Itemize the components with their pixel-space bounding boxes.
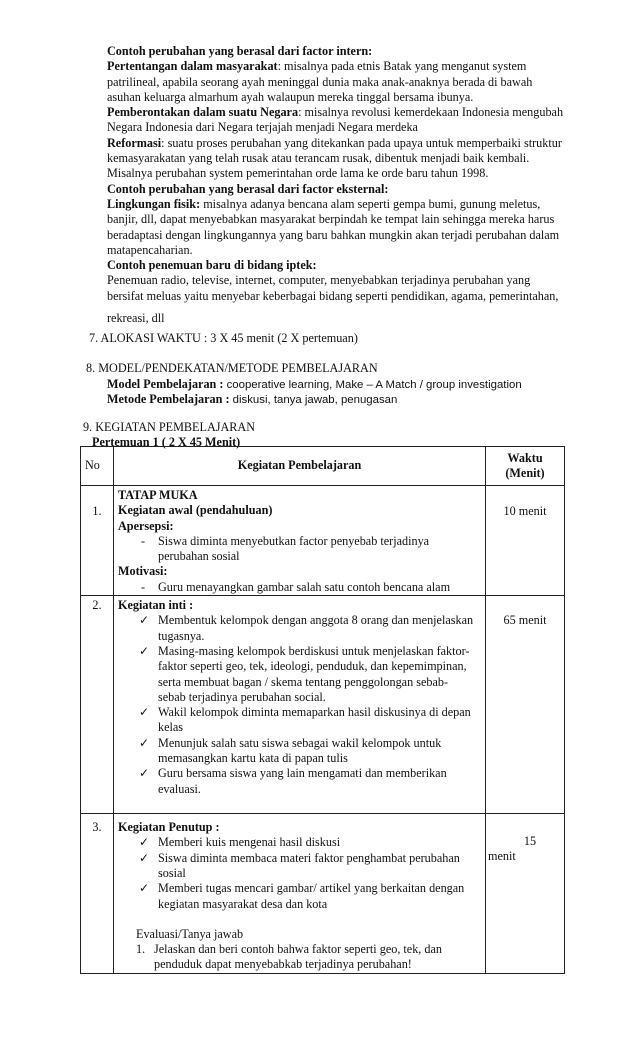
row1-motivasi: Motivasi: [118,564,168,579]
list-item [118,644,479,659]
row1-apersepsi: Apersepsi: [118,518,174,533]
model-value: cooperative learning, Make – A Match / group investigation [223,379,522,391]
paragraph-pemberontakan-l2: Negara Indonesia dari Negara terjajah menjadi Negara merdeka [107,120,418,135]
row2-waktu: 65 menit [486,596,565,814]
check-icon: ✓ [139,850,150,865]
dash-icon: - [141,579,146,594]
row3-waktu-l2: menit [488,849,516,864]
dash-icon: - [141,533,146,548]
paragraph-pertentangan-l1 [107,59,562,74]
check-icon: ✓ [139,766,150,781]
text-lingkungan-l1: misalnya adanya bencana alam seperti gempa bumi, gunung meletus, [200,196,541,211]
list-item [118,705,479,720]
paragraph-pemberontakan-l1 [107,105,562,120]
check-icon: ✓ [139,835,150,850]
row1-tatap-muka: TATAP MUKA [118,488,198,502]
row3-b3-l2: kegiatan masyarakat desa dan kota [158,896,328,911]
row1-no: 1. [81,486,114,596]
row3-q1-l1: Jelaskan dan beri contoh bahwa faktor seperti geo, tek, dan [154,942,442,957]
metode-value: diskusi, tanya jawab, penugasan [229,394,398,406]
list-item [118,534,479,549]
header-waktu-l1: Waktu [507,450,543,465]
check-icon: ✓ [139,881,150,896]
row3-kegiatan-penutup: Kegiatan Penutup : [118,820,220,835]
row1-content [114,486,486,596]
kegiatan-table [80,446,565,974]
check-icon: ✓ [139,613,150,628]
paragraph-reformasi-l1 [107,136,562,151]
row3-waktu [486,814,565,974]
row3-b1: Memberi kuis mengenai hasil diskusi [158,835,341,850]
row2-content [114,596,486,814]
row2-b5-l1: Guru bersama siswa yang lain mengamati dan memberikan [158,766,447,781]
table-header-row [81,447,565,486]
row2-kegiatan-inti: Kegiatan inti : [118,598,194,613]
paragraph-lingkungan-l1 [107,197,562,212]
row1-apersepsi-item-l2: perubahan sosial [158,549,240,564]
table-row [81,486,565,596]
row2-b3-l2: kelas [158,720,184,735]
row3-waktu-l1: 15 [523,834,537,849]
list-item [118,942,479,973]
paragraph-iptek-l1: Penemuan radio, televise, internet, computer, menyebabkan terjadinya perubahan yang [107,273,531,288]
list-item [118,851,479,866]
text-pertentangan-l1: : misalnya pada etnis Batak yang menganut system [277,59,527,74]
list-item [118,766,479,781]
metode-label: Metode Pembelajaran : [107,392,230,406]
section-alokasi-waktu: 7. ALOKASI WAKTU : 3 X 45 menit (2 X pertemuan) [89,331,358,345]
row2-b2-l4: sebab terjadinya perubahan social. [158,689,326,704]
row2-no: 2. [81,596,114,814]
table-row [81,596,565,814]
row3-evaluasi: Evaluasi/Tanya jawab [136,926,244,941]
list-item [118,613,479,628]
spacer [118,912,479,927]
text-reformasi-l1: : suatu proses perubahan yang ditekankan pada upaya untuk memperbaiki struktur [161,135,562,150]
check-icon: ✓ [139,705,150,720]
row1-waktu: 10 menit [486,486,565,596]
list-item [118,881,479,896]
row3-content [114,814,486,974]
row2-b1-l1: Membentuk kelompok dengan anggota 8 orang dan menjelaskan [158,613,474,628]
row2-b2-l2: faktor seperti geo, tek, ideologi, penduduk, dan kepemimpinan, [158,659,467,674]
row2-b2-l3: serta membuat bagan / skema tentang penggolongan sebab- [158,674,449,689]
header-kegiatan: Kegiatan Pembelajaran [114,447,486,486]
row3-b2-l1: Siswa diminta membaca materi faktor penghambat perubahan [158,850,460,865]
row2-b4-l1: Menunjuk salah satu siswa sebagai wakil kelompok untuk [158,735,442,750]
heading-iptek: Contoh penemuan baru di bidang iptek: [107,258,317,273]
row3-b2-l2: sosial [158,865,186,880]
row3-no: 3. [81,814,114,974]
row3-b3-l1: Memberi tugas mencari gambar/ artikel yang berkaitan dengan [158,881,465,896]
row1-motivasi-item: Guru menayangkan gambar salah satu contoh bencana alam [158,579,451,594]
term-pertentangan: Pertentangan dalam masyarakat [107,59,278,74]
list-item [118,580,479,595]
metode-pembelajaran-line [107,392,397,408]
header-waktu-l2: (Menit) [505,466,545,480]
model-pembelajaran-line [107,377,522,393]
model-label: Model Pembelajaran : [107,377,224,391]
row1-kegiatan-awal: Kegiatan awal (pendahuluan) [118,503,273,518]
paragraph-pertentangan-l3: asuhan keluarga almarhum ayah walaupun mereka tinggal bersama ibunya. [107,89,474,104]
heading-factor-intern: Contoh perubahan yang berasal dari factor intern: [107,44,373,58]
section-model-heading: 8. MODEL/PENDEKATAN/METODE PEMBELAJARAN [86,361,378,375]
header-waktu [486,447,565,486]
q1-number: 1. [136,942,146,957]
row3-q1 [136,942,479,957]
paragraph-reformasi-l2: kemasyarakatan yang telah rusak atau terancam rusak, dibentuk menjadi baik kembali. [107,151,530,166]
term-reformasi: Reformasi [107,135,162,150]
check-icon: ✓ [139,643,150,658]
row3-q1-l2: penduduk dapat menyebabkab terjadinya perubahan! [154,957,412,972]
section-kegiatan-subheading: Pertemuan 1 ( 2 X 45 Menit) [92,435,241,449]
list-item [118,736,479,751]
paragraph-lingkungan-l2: banjir, dll, dapat menyebabkan masyarakat berpindah ke tempat lain sehingga mereka harus [107,212,555,227]
row2-b5-l2: evaluasi. [158,781,201,796]
row2-b1-l2: tugasnya. [158,628,205,643]
paragraph-iptek-l2: bersifat meluas yaitu menyebar keberbagai bidang seperti pendidikan, agama, pemerintahan, [107,289,559,304]
header-no: No [81,447,114,486]
list-item [118,835,479,850]
check-icon: ✓ [139,735,150,750]
row2-b4-l2: memasangkan kartu kata di papan tulis [158,751,348,766]
row2-b2-l1: Masing-masing kelompok berdiskusi untuk menjelaskan faktor- [158,643,470,658]
paragraph-pertentangan-l2: patrilineal, apabila seorang ayah meninggal dunia maka anak-anaknya berada di bawah [107,74,533,89]
paragraph-reformasi-l3: Misalnya perubahan system pemerintahan orde lama ke orde baru tahun 1998. [107,166,489,181]
row1-apersepsi-item-l1: Siswa diminta menyebutkan factor penyebab terjadinya [158,533,430,548]
term-pemberontakan: Pemberontakan dalam suatu Negara [107,105,299,120]
section-kegiatan-heading: 9. KEGIATAN PEMBELAJARAN [83,420,256,434]
row2-b3-l1: Wakil kelompok diminta memaparkan hasil diskusinya di depan [158,705,471,720]
paragraph-iptek-l3: rekreasi, dll [107,310,165,325]
text-pemberontakan-l1: : misalnya revolusi kemerdekaan Indonesia mengubah [298,105,564,120]
heading-factor-ekstern: Contoh perubahan yang berasal dari factor eksternal: [107,181,389,196]
table-row [81,814,565,974]
term-lingkungan: Lingkungan fisik: [107,196,201,211]
paragraph-lingkungan-l4: matapencaharian. [107,242,193,257]
paragraph-lingkungan-l3: beradaptasi dengan lingkungannya yang baru bahkan mungkin akan terjadi perubahan dalam [107,227,560,242]
intro-section [107,44,562,326]
